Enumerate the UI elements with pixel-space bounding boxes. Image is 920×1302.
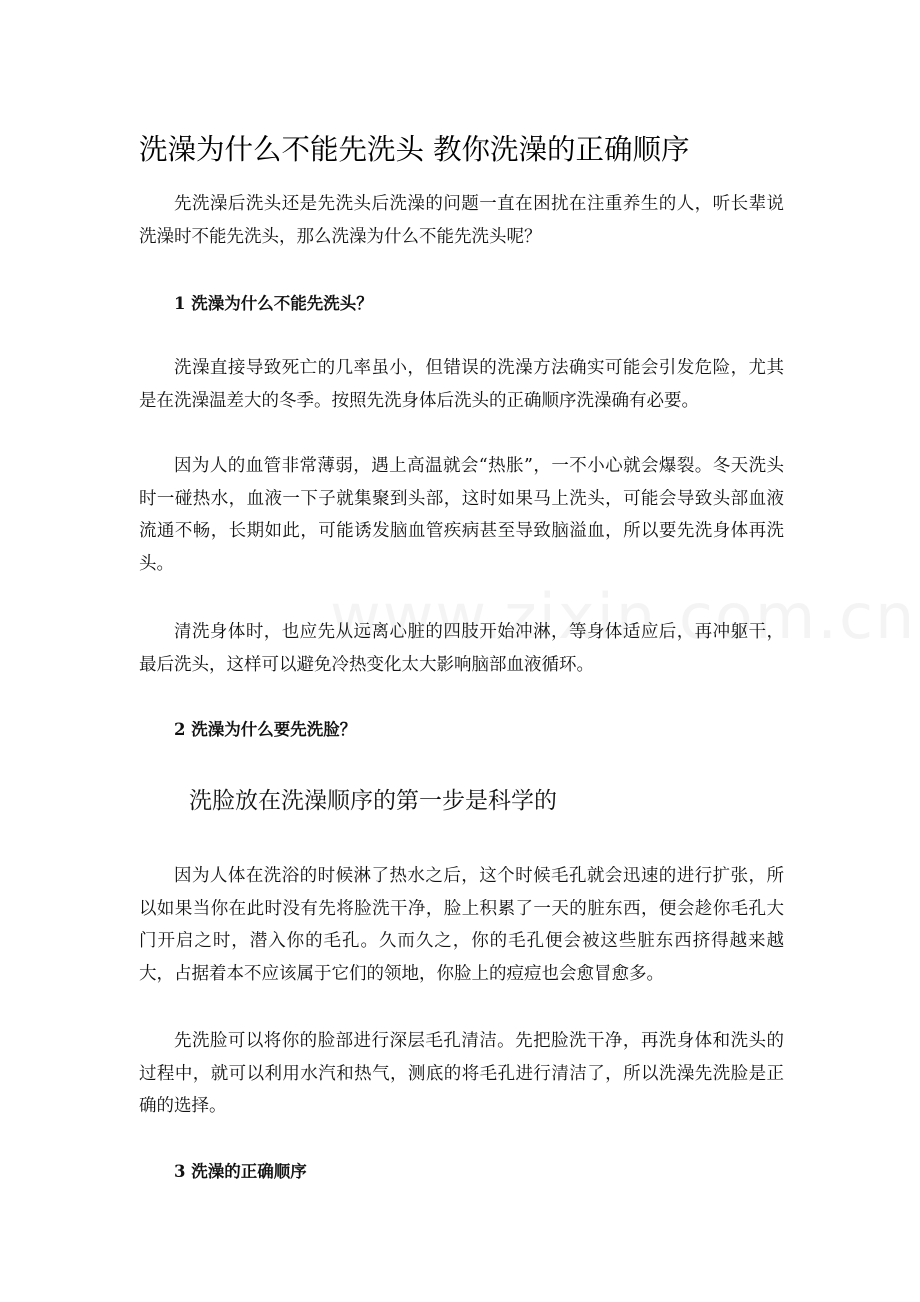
- section2-highlight: 洗脸放在洗澡顺序的第一步是科学的: [189, 788, 557, 814]
- section2-paragraph-1: 因为人体在洗浴的时候淋了热水之后，这个时候毛孔就会迅速的进行扩张，所以如果当你在此时没有先将脸洗干净，脸上积累了一天的脏东西，便会趁你毛孔大门开启之时，潜入你的毛孔。久而久之，你的毛孔便会被这些脏东西挤得越来越大，占据着本不应该属于它们的领地，你脸上的痘痘也会愈冒愈多。: [139, 866, 784, 984]
- section1-paragraph-1: 洗澡直接导致死亡的几率虽小，但错误的洗澡方法确实可能会引发危险，尤其是在洗澡温差大的冬季。按照先洗身体后洗头的正确顺序洗澡确有必要。: [139, 358, 784, 411]
- section2-heading: 2 洗澡为什么要先洗脸？: [174, 720, 357, 739]
- section1-heading: 1 洗澡为什么不能先洗头？: [174, 294, 373, 313]
- section3-heading: 3 洗澡的正确顺序: [174, 1162, 307, 1181]
- section2-paragraph-2: 先洗脸可以将你的脸部进行深层毛孔清洁。先把脸洗干净，再洗身体和洗头的过程中，就可以利用水汽和热气，测底的将毛孔进行清洁了，所以洗澡先洗脸是正确的选择。: [139, 1031, 784, 1116]
- section1-paragraph-3: 清洗身体时，也应先从远离心脏的四肢开始冲淋，等身体适应后，再冲躯干，最后洗头，这样可以避免冷热变化太大影响脑部血液循环。: [139, 622, 784, 675]
- page-title: 洗澡为什么不能先洗头 教你洗澡的正确顺序: [139, 133, 690, 166]
- intro-paragraph: 先洗澡后洗头还是先洗头后洗澡的问题一直在困扰在注重养生的人，听长辈说洗澡时不能先洗头，那么洗澡为什么不能先洗头呢？: [139, 194, 784, 247]
- section1-paragraph-2: 因为人的血管非常薄弱，遇上高温就会“热胀”，一不小心就会爆裂。冬天洗头时一碰热水，血液一下子就集聚到头部，这时如果马上洗头，可能会导致头部血液流通不畅，长期如此，可能诱发脑血管疾病甚至导致脑溢血，所以要先洗身体再洗头。: [139, 456, 784, 574]
